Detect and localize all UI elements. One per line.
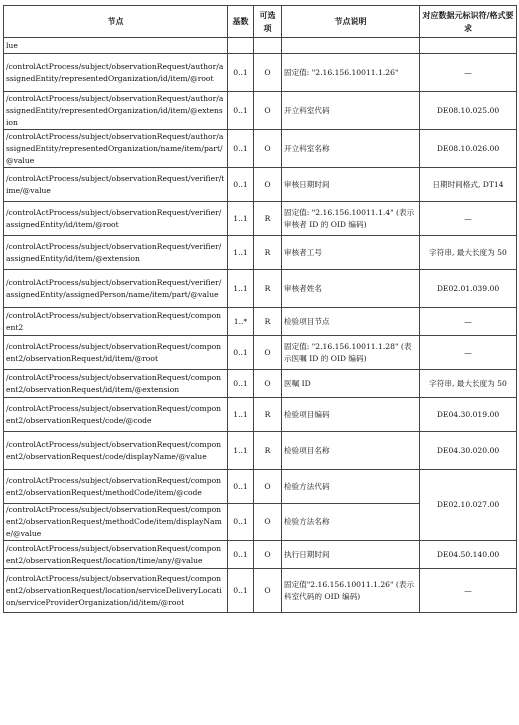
continuation-row — [4, 38, 517, 54]
optional-cell: R — [254, 432, 282, 470]
cardinality-cell: 0..1 — [228, 569, 254, 613]
cardinality-cell: 0..1 — [228, 130, 254, 168]
standard-cell: DE08.10.026.00 — [420, 130, 517, 168]
description-cell: 审核日期时间 — [282, 168, 420, 202]
node-path-cell: /controlActProcess/subject/observationRequest/author/assignedEntity/representedOrganization/id/item/@root — [4, 54, 228, 92]
table-row — [4, 398, 517, 432]
standard-cell: — — [420, 202, 517, 236]
optional-cell: R — [254, 236, 282, 270]
standard-cell: — — [420, 336, 517, 370]
optional-cell: O — [254, 54, 282, 92]
optional-cell: O — [254, 336, 282, 370]
cardinality-cell: 0..1 — [228, 168, 254, 202]
cardinality-cell: 1..1 — [228, 202, 254, 236]
table-row — [4, 336, 517, 370]
optional-cell: O — [254, 92, 282, 130]
header-standard: 对应数据元标识符/格式要求 — [420, 6, 517, 38]
standard-cell: 字符串, 最大长度为 50 — [420, 370, 517, 398]
node-path-cell: /controlActProcess/subject/observationRequest/author/assignedEntity/representedOrganization/name/item/part/@value — [4, 130, 228, 168]
table-row — [4, 270, 517, 308]
table-row — [4, 470, 517, 504]
standard-cell: DE04.50.140.00 — [420, 541, 517, 569]
table-row — [4, 202, 517, 236]
optional-cell: O — [254, 168, 282, 202]
description-cell: 开立科室代码 — [282, 92, 420, 130]
standard-cell: 字符串, 最大长度为 50 — [420, 236, 517, 270]
description-cell: 开立科室名称 — [282, 130, 420, 168]
header-description: 节点说明 — [282, 6, 420, 38]
description-cell: 审核者姓名 — [282, 270, 420, 308]
optional-cell: O — [254, 504, 282, 541]
node-path-cell: /controlActProcess/subject/observationRequest/component2/observationRequest/id/item/@extension — [4, 370, 228, 398]
description-cell: 固定值"2.16.156.10011.1.26" (表示科室代码的 OID 编码) — [282, 569, 420, 613]
description-cell: 检验方法名称 — [282, 504, 420, 541]
optional-cell: R — [254, 398, 282, 432]
cardinality-cell: 0..1 — [228, 541, 254, 569]
header-row — [4, 6, 517, 38]
cardinality-cell: 1..1 — [228, 398, 254, 432]
standard-cell: — — [420, 308, 517, 336]
description-cell: 检验项目名称 — [282, 432, 420, 470]
table-row — [4, 569, 517, 613]
header-cardinality: 基数 — [228, 6, 254, 38]
description-cell: 固定值: "2.16.156.10011.1.4" (表示审核者 ID 的 OID 编码) — [282, 202, 420, 236]
standard-cell: — — [420, 54, 517, 92]
table-row — [4, 54, 517, 92]
standard-cell: DE04.30.019.00 — [420, 398, 517, 432]
table-row — [4, 92, 517, 130]
table-row — [4, 541, 517, 569]
table-row — [4, 168, 517, 202]
description-cell: 检验方法代码 — [282, 470, 420, 504]
optional-cell: O — [254, 370, 282, 398]
node-path-cell: /controlActProcess/subject/observationRequest/verifier/assignedEntity/assignedPerson/name/item/part/@value — [4, 270, 228, 308]
cardinality-cell: 0..1 — [228, 54, 254, 92]
node-path-cell: /controlActProcess/subject/observationRequest/author/assignedEntity/representedOrganization/id/item/@extension — [4, 92, 228, 130]
optional-cell: O — [254, 541, 282, 569]
cardinality-cell: 1..1 — [228, 270, 254, 308]
standard-cell: DE02.01.039.00 — [420, 270, 517, 308]
cardinality-cell: 0..1 — [228, 92, 254, 130]
table-row — [4, 130, 517, 168]
cardinality-cell: 0..1 — [228, 370, 254, 398]
node-spec-table — [3, 5, 517, 613]
node-path-cell: /controlActProcess/subject/observationRequest/component2/observationRequest/id/item/@root — [4, 336, 228, 370]
standard-cell: DE08.10.025.00 — [420, 92, 517, 130]
node-path-cell: /controlActProcess/subject/observationRequest/component2 — [4, 308, 228, 336]
description-cell: 审核者工号 — [282, 236, 420, 270]
cardinality-cell: 1..1 — [228, 236, 254, 270]
description-cell: 医嘱 ID — [282, 370, 420, 398]
table-row — [4, 370, 517, 398]
header-optional: 可选项 — [254, 6, 282, 38]
node-path-cell: /controlActProcess/subject/observationRequest/component2/observationRequest/code/displayName/@value — [4, 432, 228, 470]
node-path-cell: /controlActProcess/subject/observationRequest/verifier/assignedEntity/id/item/@extension — [4, 236, 228, 270]
cardinality-cell: 1..1 — [228, 432, 254, 470]
node-path-cell: /controlActProcess/subject/observationRequest/verifier/time/@value — [4, 168, 228, 202]
description-cell: 固定值: "2.16.156.10011.1.26" — [282, 54, 420, 92]
node-path-cell: /controlActProcess/subject/observationRequest/component2/observationRequest/methodCode/item/@code — [4, 470, 228, 504]
node-path-cell: /controlActProcess/subject/observationRequest/component2/observationRequest/location/time/any/@value — [4, 541, 228, 569]
header-node: 节点 — [4, 6, 228, 38]
description-cell: 固定值: "2.16.156.10011.1.28" (表示医嘱 ID 的 OID 编码) — [282, 336, 420, 370]
table-row — [4, 432, 517, 470]
table-row — [4, 308, 517, 336]
optional-cell: R — [254, 270, 282, 308]
table-row — [4, 236, 517, 270]
optional-cell: O — [254, 569, 282, 613]
description-cell: 检验项目节点 — [282, 308, 420, 336]
optional-cell: R — [254, 202, 282, 236]
cardinality-cell: 1..* — [228, 308, 254, 336]
standard-cell: DE02.10.027.00 — [420, 470, 517, 541]
standard-cell: 日期时间格式, DT14 — [420, 168, 517, 202]
cardinality-cell: 0..1 — [228, 504, 254, 541]
optional-cell: O — [254, 130, 282, 168]
description-cell: 检验项目编码 — [282, 398, 420, 432]
cardinality-cell: 0..1 — [228, 336, 254, 370]
standard-cell: DE04.30.020.00 — [420, 432, 517, 470]
standard-cell: — — [420, 569, 517, 613]
continuation-cell: lue — [4, 38, 228, 54]
description-cell: 执行日期时间 — [282, 541, 420, 569]
node-path-cell: /controlActProcess/subject/observationRequest/component2/observationRequest/location/serviceDeliveryLocation/serviceProviderOrganization/id/item/@root — [4, 569, 228, 613]
table-body — [4, 38, 517, 613]
node-path-cell: /controlActProcess/subject/observationRequest/verifier/assignedEntity/id/item/@root — [4, 202, 228, 236]
cardinality-cell: 0..1 — [228, 470, 254, 504]
node-path-cell: /controlActProcess/subject/observationRequest/component2/observationRequest/methodCode/item/displayName/@value — [4, 504, 228, 541]
optional-cell: R — [254, 308, 282, 336]
optional-cell: O — [254, 470, 282, 504]
node-path-cell: /controlActProcess/subject/observationRequest/component2/observationRequest/code/@code — [4, 398, 228, 432]
